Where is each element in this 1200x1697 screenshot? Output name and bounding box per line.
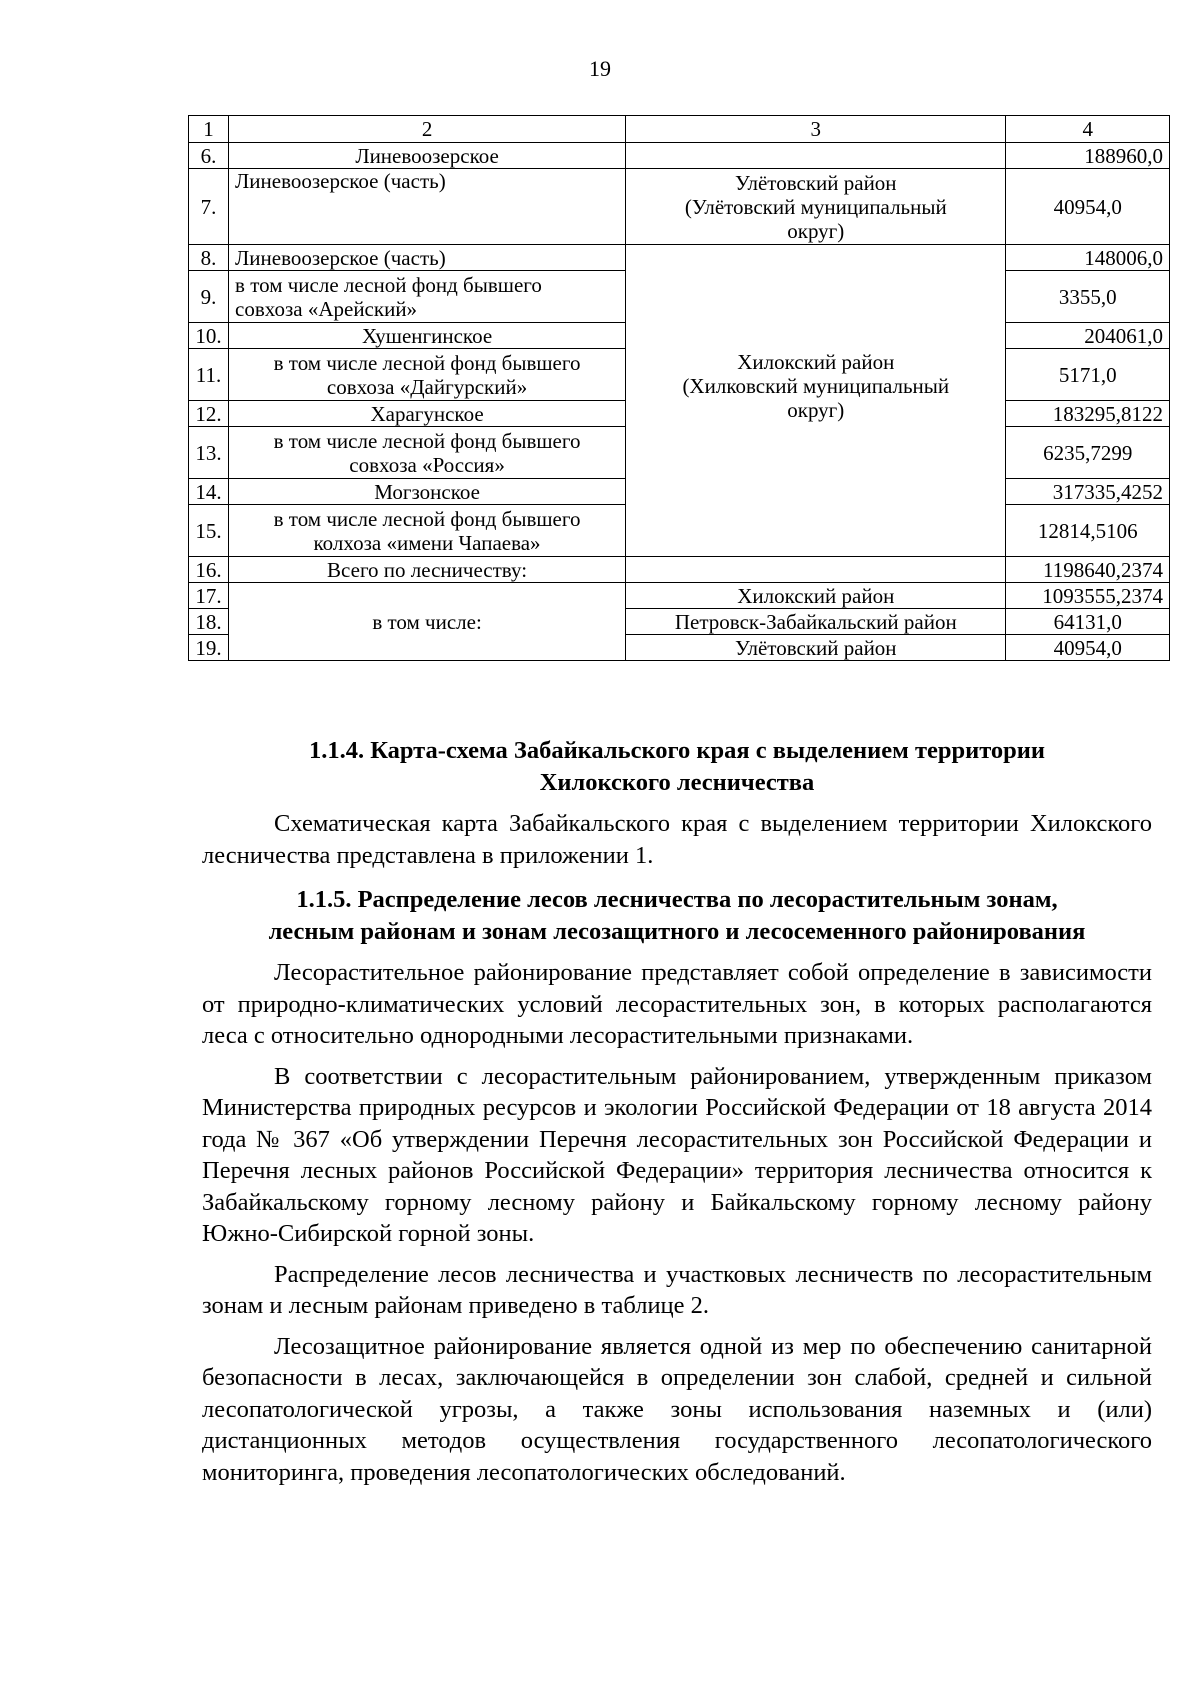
- row-name: [229, 271, 626, 323]
- heading-line: 1.1.5. Распределение лесов лесничества по лесорастительным зонам,: [296, 886, 1058, 913]
- heading-line: Хилокского лесничества: [539, 768, 815, 796]
- paragraph: В соответствии с лесорастительным районированием, утвержденным приказом Министерства природных ресурсов и экологии Российской Федерации от 18 августа 2014 года № 367 «Об утверждении Перечня лесорастительных зон Российской Федерации и Перечня лесных районов Российской Федерации» территория лесничества относится к Забайкальскому горному лесному району и Байкальскому горному лесному району Южно-Сибирской горной зоны.: [202, 1062, 1152, 1247]
- row-district: [626, 557, 1006, 583]
- table-row: [189, 245, 1170, 271]
- row-district-khilok: [626, 245, 1006, 557]
- table-row: [189, 583, 1170, 609]
- paragraph: Лесорастительное районирование представляет собой определение в зависимости от природно-климатических условий лесорастительных зон, в которых располагаются леса с относительно однородными лесорастительными признаками.: [202, 959, 1152, 1049]
- row-number: 17.: [189, 583, 229, 609]
- row-number: 7.: [189, 169, 229, 245]
- table-row: [189, 169, 1170, 245]
- name-line: совхоза «Дайгурский»: [326, 374, 528, 399]
- name-line: в том числе лесной фонд бывшего: [235, 272, 542, 297]
- section-1-1-5-title: [202, 884, 1152, 947]
- row-number: 15.: [189, 505, 229, 557]
- row-name: Всего по лесничеству:: [229, 557, 626, 583]
- district-line: (Хилковский муниципальный: [682, 373, 950, 398]
- district-line: округ): [787, 397, 845, 422]
- row-area: 6235,7299: [1006, 427, 1170, 479]
- row-name: Линевоозерское (часть): [229, 169, 626, 245]
- paragraph: Лесозащитное районирование является одной из мер по обеспечению санитарной безопасности в лесах, заключающейся в определении зон слабой, средней и сильной лесопатологической угрозы, а также зоны использования наземных и (или) дистанционных методов осуществления государственного лесопатологического мониторинга, проведения лесопатологических обследований.: [202, 1332, 1152, 1486]
- row-district: [626, 169, 1006, 245]
- row-number: 11.: [189, 349, 229, 401]
- row-number: 19.: [189, 635, 229, 661]
- row-area: 12814,5106: [1006, 505, 1170, 557]
- row-number: 12.: [189, 401, 229, 427]
- page-number: 19: [589, 56, 611, 81]
- row-name: в том числе:: [229, 583, 626, 661]
- document-body: [202, 735, 1152, 1488]
- row-number: 16.: [189, 557, 229, 583]
- row-number: 18.: [189, 609, 229, 635]
- district-line: Хилокский район: [737, 349, 895, 374]
- row-name: Линевоозерское (часть): [229, 245, 626, 271]
- row-name: Могзонское: [229, 479, 626, 505]
- name-line: в том числе лесной фонд бывшего: [273, 350, 581, 375]
- heading-line: 1.1.4. Карта-схема Забайкальского края с выделением территории: [308, 737, 1046, 764]
- table-row: [189, 557, 1170, 583]
- row-name: Харагунское: [229, 401, 626, 427]
- header-cell: 4: [1006, 116, 1170, 143]
- heading-line: лесным районам и зонам лесозащитного и лесосеменного районирования: [268, 917, 1086, 945]
- row-area: 3355,0: [1006, 271, 1170, 323]
- row-number: 8.: [189, 245, 229, 271]
- header-cell: 1: [189, 116, 229, 143]
- row-area: 1093555,2374: [1006, 583, 1170, 609]
- row-name: [229, 349, 626, 401]
- district-line: (Улётовский муниципальный: [684, 194, 947, 219]
- row-number: 14.: [189, 479, 229, 505]
- district-line: округ): [787, 218, 845, 243]
- district-line: Улётовский район: [735, 170, 897, 195]
- row-number: 13.: [189, 427, 229, 479]
- name-line: совхоза «Арейский»: [235, 296, 418, 321]
- row-name: [229, 427, 626, 479]
- row-area: 204061,0: [1006, 323, 1170, 349]
- table-row: [189, 143, 1170, 169]
- row-district: Петровск-Забайкальский район: [626, 609, 1006, 635]
- row-district: [626, 143, 1006, 169]
- row-area: 188960,0: [1006, 143, 1170, 169]
- row-district: Хилокский район: [626, 583, 1006, 609]
- row-area: 64131,0: [1006, 609, 1170, 635]
- header-cell: 2: [229, 116, 626, 143]
- forestry-table: [188, 115, 1170, 661]
- name-line: совхоза «Россия»: [349, 452, 505, 477]
- paragraph: Распределение лесов лесничества и участковых лесничеств по лесорастительным зонам и лесным районам приведено в таблице 2.: [202, 1260, 1152, 1319]
- row-district: Улётовский район: [626, 635, 1006, 661]
- name-line: в том числе лесной фонд бывшего: [273, 428, 581, 453]
- name-line: в том числе лесной фонд бывшего: [273, 506, 581, 531]
- row-area: 148006,0: [1006, 245, 1170, 271]
- row-area: 183295,8122: [1006, 401, 1170, 427]
- paragraph: Схематическая карта Забайкальского края с выделением территории Хилокского лесничества представлена в приложении 1.: [202, 810, 1152, 869]
- row-number: 10.: [189, 323, 229, 349]
- row-area: 1198640,2374: [1006, 557, 1170, 583]
- section-1-1-4-title: [202, 735, 1152, 798]
- header-cell: 3: [626, 116, 1006, 143]
- row-area: 317335,4252: [1006, 479, 1170, 505]
- row-name: Хушенгинское: [229, 323, 626, 349]
- row-number: 6.: [189, 143, 229, 169]
- row-area: 40954,0: [1006, 635, 1170, 661]
- row-name: Линевоозерское: [229, 143, 626, 169]
- row-area: 40954,0: [1006, 169, 1170, 245]
- table-header-row: [189, 116, 1170, 143]
- name-line: колхоза «имени Чапаева»: [313, 530, 541, 555]
- row-name: [229, 505, 626, 557]
- row-number: 9.: [189, 271, 229, 323]
- row-area: 5171,0: [1006, 349, 1170, 401]
